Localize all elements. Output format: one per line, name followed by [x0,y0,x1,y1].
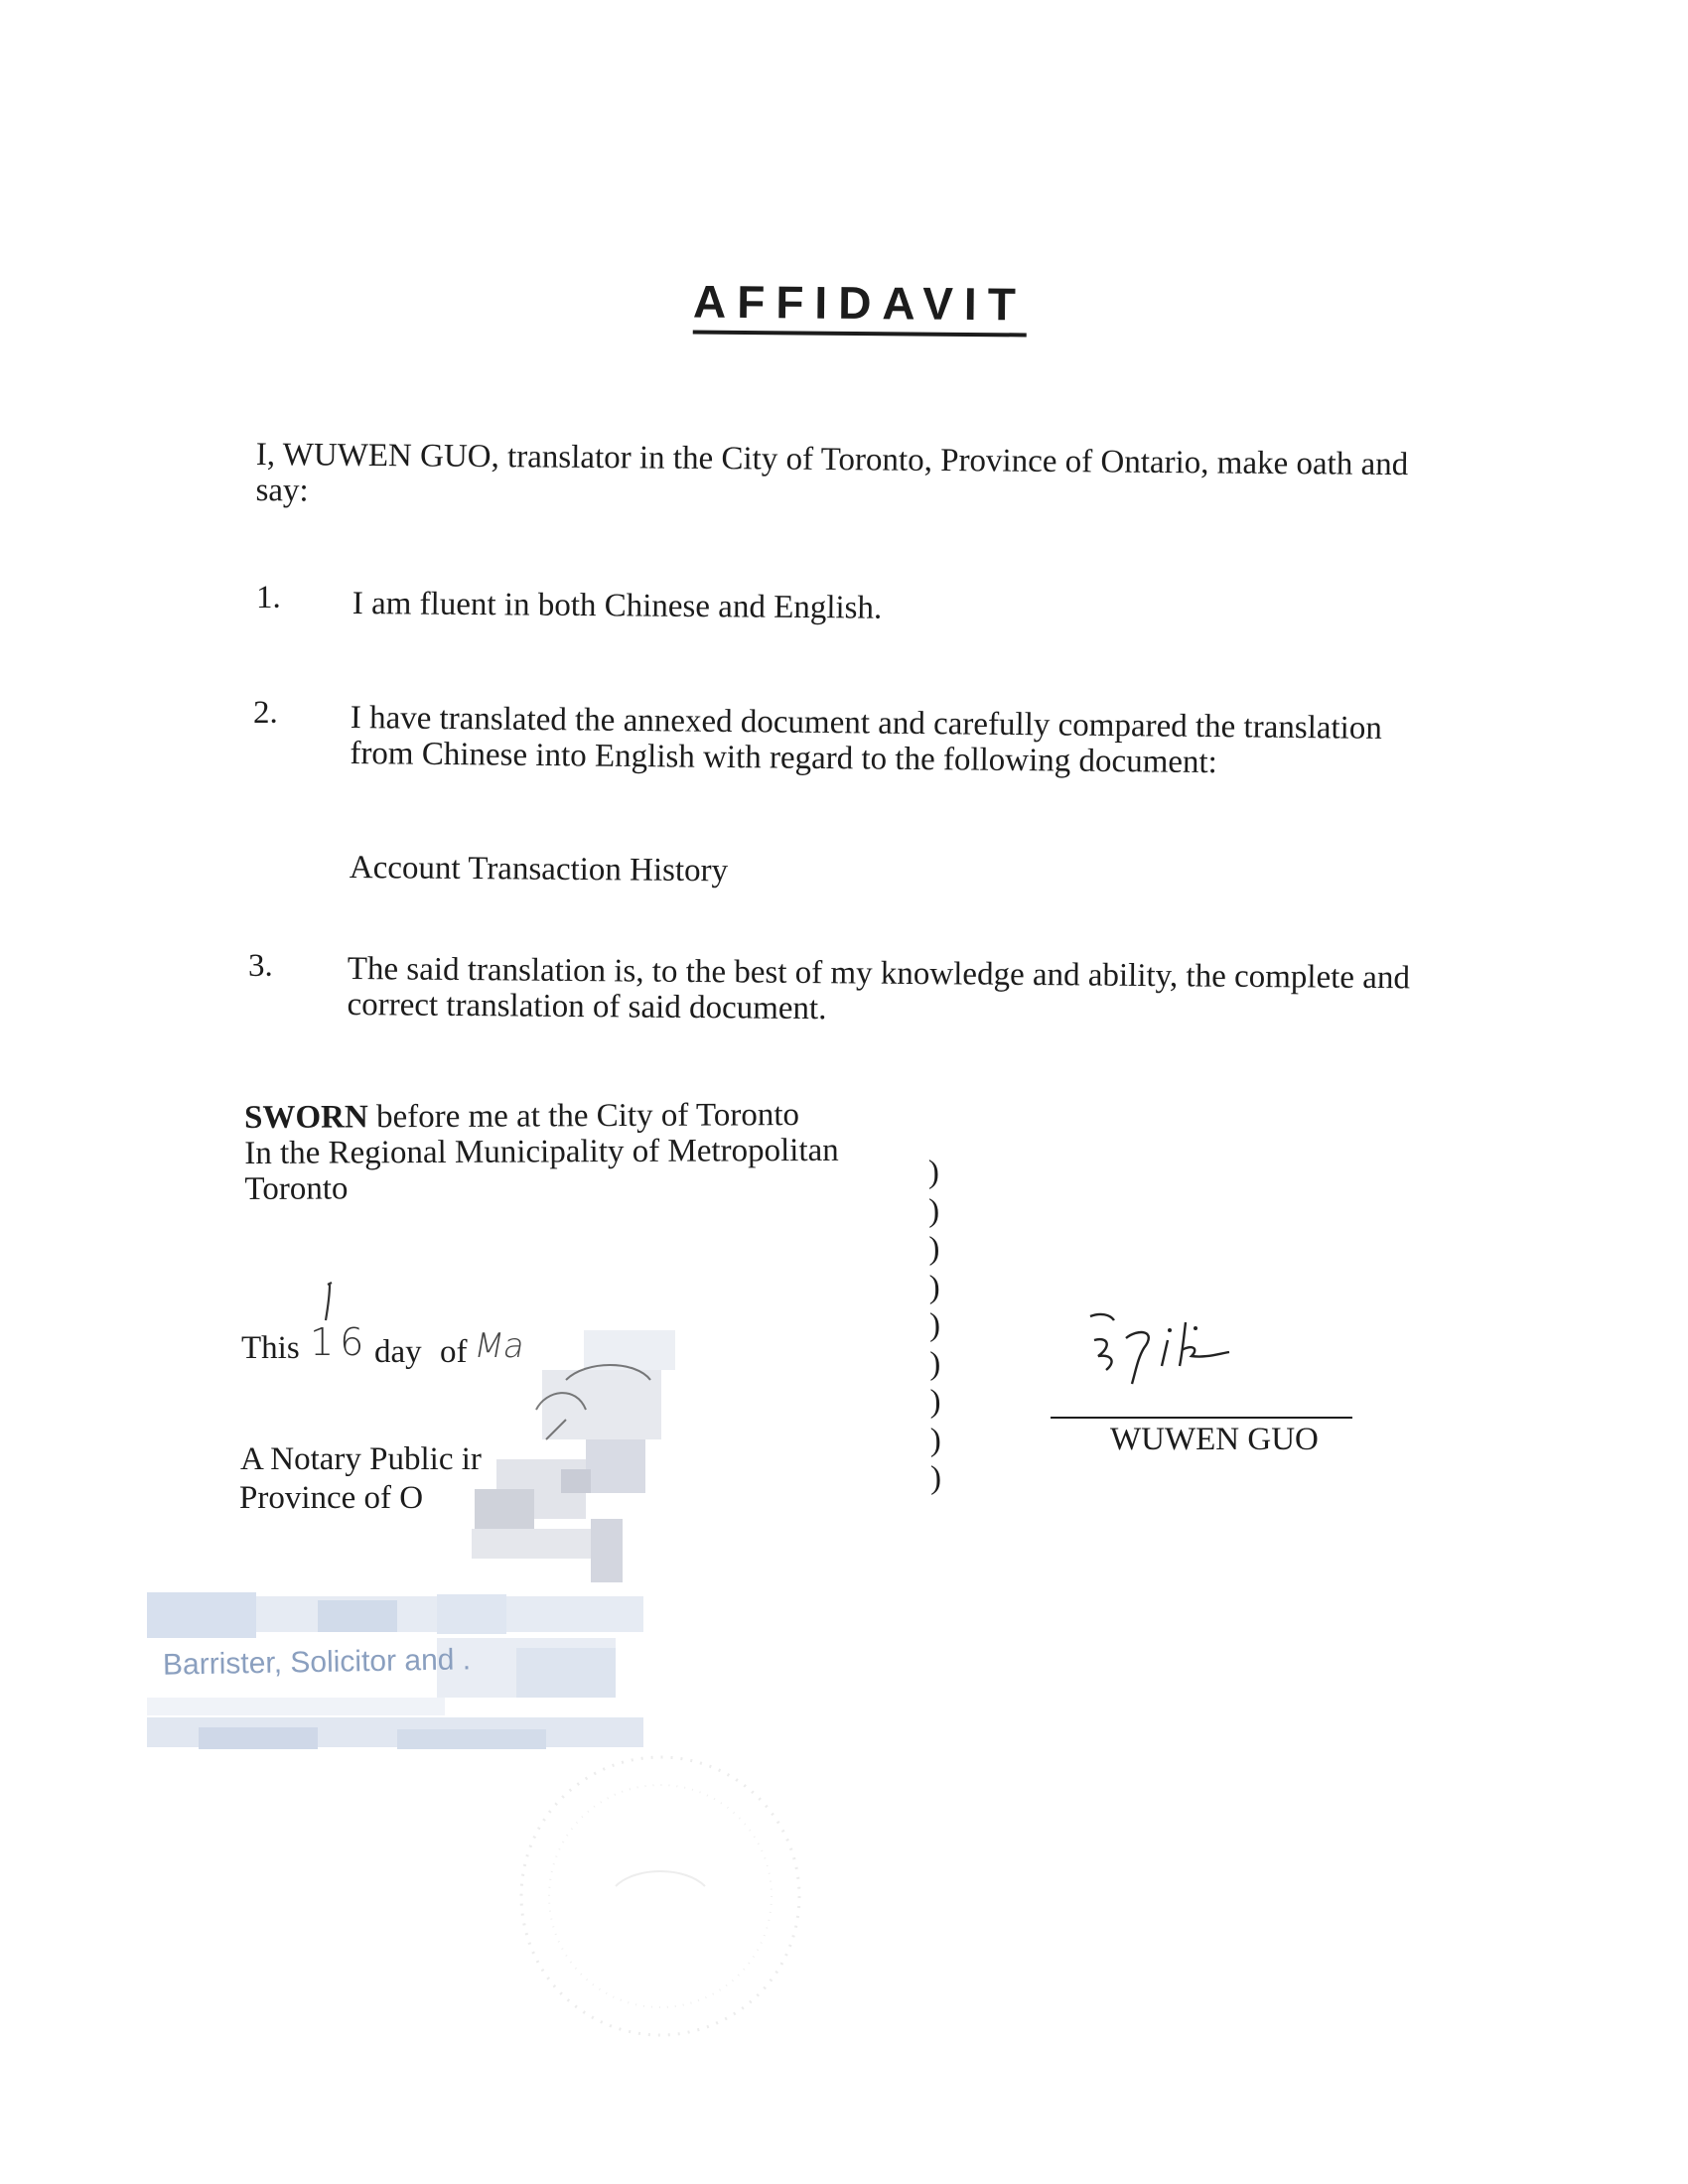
document-title: AFFIDAVIT [693,275,1027,338]
annexed-document-name: Account Transaction History [349,850,729,889]
jurat-line-1 [244,1097,839,1136]
notary-line-2: Province of O [239,1480,424,1516]
item-2-text [350,700,1382,782]
jurat-line-3: Toronto [244,1170,349,1207]
handwritten-scribble [526,1350,665,1459]
intro-paragraph [255,437,1408,518]
sworn-rest: before me at the City of Toronto [367,1097,800,1136]
intro-line-1: I, WUWEN GUO, translator in the City of Toronto, Province of Ontario, make oath and [255,437,1409,483]
date-of-label: of [440,1334,468,1370]
handwritten-day: 16 [310,1320,370,1364]
date-day-label: day [374,1334,422,1370]
handwritten-month: Ma [471,1326,528,1366]
sworn-label: SWORN [244,1099,368,1136]
date-this-label: This [241,1330,300,1366]
item-3-number: 3. [248,948,273,984]
item-1-text: I am fluent in both Chinese and English. [352,586,883,626]
jurat-block [244,1097,839,1207]
signature-line [1051,1417,1352,1419]
item-3-line-1: The said translation is, to the best of my knowledge and ability, the complete and [347,951,1411,997]
deponent-name: WUWEN GUO [1110,1422,1319,1457]
stamp-title-text: Barrister, Solicitor and . [162,1643,472,1682]
item-2-number: 2. [253,695,278,731]
item-3-line-2: correct translation of said document. [347,986,827,1027]
jurat-bracket-column: ) ) ) ) ) ) ) ) ) [927,1154,942,1497]
item-1-number: 1. [256,580,281,615]
intro-line-2: say: [255,472,309,509]
deponent-signature [1082,1300,1281,1410]
jurat-line-2: In the Regional Municipality of Metropolitan [244,1132,839,1171]
embossed-seal [496,1747,824,2045]
item-2-line-1: I have translated the annexed document and carefully compared the translation [350,700,1383,747]
item-2-line-2: from Chinese into English with regard to the following document: [350,735,1218,781]
item-3-text [347,951,1410,1031]
notary-line-1: A Notary Public ir [240,1441,482,1477]
handwritten-day-mark [318,1279,348,1324]
